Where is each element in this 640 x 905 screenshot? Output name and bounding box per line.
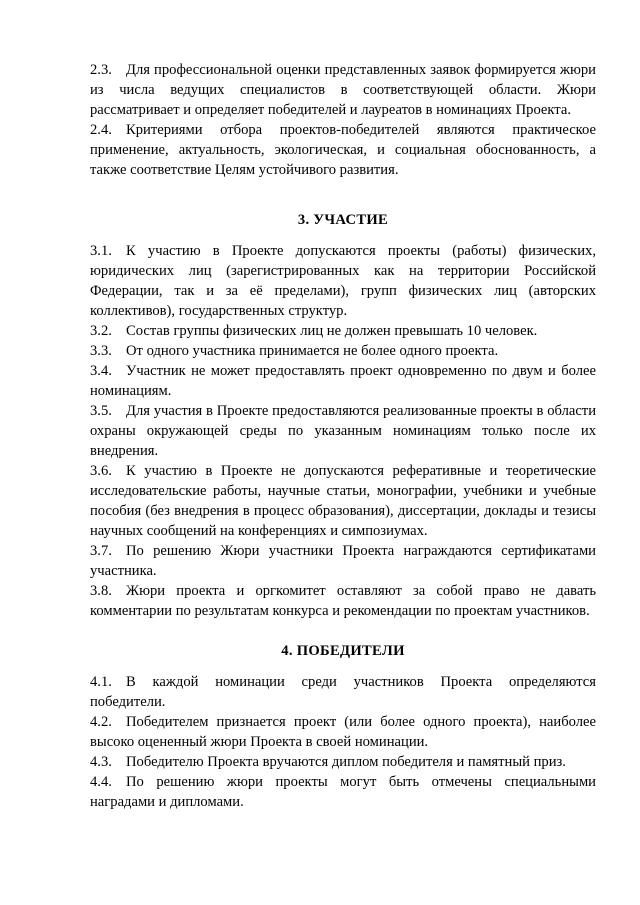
section-3-participation (90, 210, 596, 621)
paragraph-3-4: 3.4. Участник не может предоставлять проект одновременно по двум и более номинациям. (90, 363, 596, 399)
paragraph-3-2: 3.2. Состав группы физических лиц не должен превышать 10 человек. (90, 323, 538, 339)
paragraph-2-3: 2.3. Для профессиональной оценки представленных заявок формируется жюри из числа ведущих специалистов в соответствующей области. Жюри рассматривает и определяет победителей и лауреатов в номинациях Проекта. (90, 62, 596, 118)
paragraph-3-3: 3.3. От одного участника принимается не более одного проекта. (90, 343, 499, 359)
paragraph-4-1: 4.1. В каждой номинации среди участников Проекта определяются победители. (90, 674, 596, 710)
paragraph-3-8: 3.8. Жюри проекта и оргкомитет оставляют за собой право не давать комментарии по результатам конкурса и рекомендации по проектам участников. (90, 583, 596, 619)
paragraph-4-4: 4.4. По решению жюри проекты могут быть отмечены специальными наградами и дипломами. (90, 774, 596, 810)
paragraph-3-5: 3.5. Для участия в Проекте предоставляются реализованные проекты в области охраны окружающей среды по указанным номинациям только после их внедрения. (90, 403, 596, 459)
paragraph-3-7: 3.7. По решению Жюри участники Проекта награждаются сертификатами участника. (90, 543, 596, 579)
section-3-title: 3. УЧАСТИЕ (297, 212, 389, 228)
paragraph-2-4: 2.4. Критериями отбора проектов-победителей являются практическое применение, актуальность, экологическая, и социальная обоснованность, а также соответствие Целям устойчивого развития. (90, 122, 596, 178)
section-4-winners (90, 641, 596, 812)
paragraph-3-1: 3.1. К участию в Проекте допускаются проекты (работы) физических, юридических лиц (зарегистрированных как на территории Российской Федерации, так и за её пределами), групп физических лиц (авторских коллективов), государственных структур. (90, 243, 596, 319)
section-4-title: 4. ПОБЕДИТЕЛИ (281, 643, 405, 659)
paragraph-4-2: 4.2. Победителем признается проект (или более одного проекта), наиболее высоко оцененный жюри Проекта в своей номинации. (90, 714, 596, 750)
paragraph-4-3: 4.3. Победителю Проекта вручаются диплом победителя и памятный приз. (90, 754, 566, 770)
paragraph-3-6: 3.6. К участию в Проекте не допускаются реферативные и теоретические исследовательские работы, научные статьи, монографии, учебники и учебные пособия (без внедрения в процесс образования), диссертации, доклады и тезисы научных сообщений на конференциях и симпозиумах. (90, 463, 596, 539)
section-2-continued (90, 60, 596, 180)
